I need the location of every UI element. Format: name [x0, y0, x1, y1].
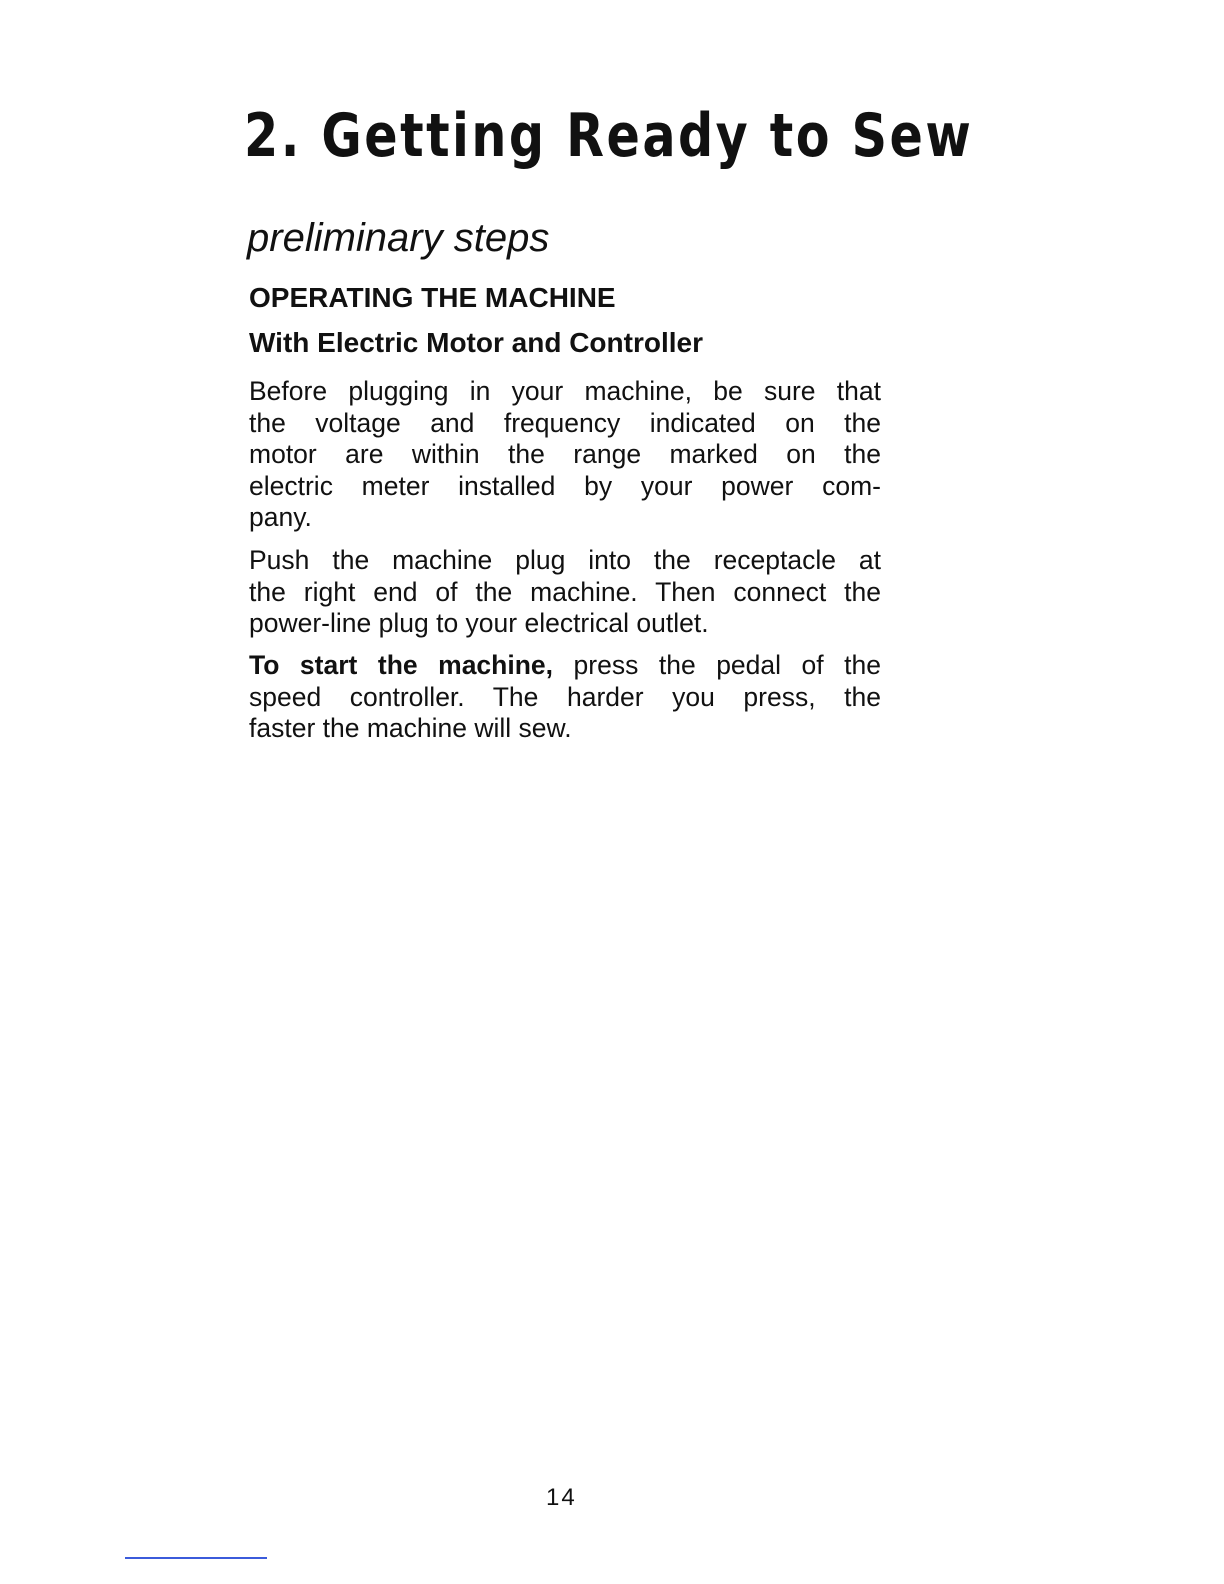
- paragraph-line: Before plugging in your machine, be sure that: [249, 376, 881, 406]
- paragraph-start-machine: [249, 650, 881, 745]
- subsection-heading: OPERATING THE MACHINE: [249, 282, 616, 313]
- paragraph-line: the voltage and frequency indicated on the: [249, 407, 881, 438]
- paragraph-plug-in: [249, 545, 881, 640]
- paragraph-line: faster the machine will sew.: [249, 713, 572, 743]
- paragraph-line: the right end of the machine. Then connect the: [249, 576, 881, 607]
- paragraph-line: electric meter installed by your power com-: [249, 470, 881, 501]
- paragraph-line-rest: press the pedal of the: [553, 650, 881, 680]
- subsection-subheading: With Electric Motor and Controller: [249, 327, 703, 358]
- paragraph-line: Push the machine plug into the receptacle at: [249, 545, 881, 575]
- section-title: preliminary steps: [247, 216, 550, 260]
- paragraph-voltage-check: [249, 376, 881, 534]
- page-number: 14: [546, 1484, 577, 1511]
- paragraph-line: power-line plug to your electrical outlet.: [249, 608, 709, 638]
- footer-rule: [125, 1557, 267, 1559]
- chapter-title: 2. Getting Ready to Sew: [244, 101, 974, 171]
- bold-lead-text: To start the machine,: [249, 650, 554, 680]
- paragraph-line: pany.: [249, 502, 312, 532]
- paragraph-line: speed controller. The harder you press, the: [249, 681, 881, 712]
- paragraph-line: motor are within the range marked on the: [249, 439, 881, 469]
- paragraph-line-with-lead: [249, 650, 881, 682]
